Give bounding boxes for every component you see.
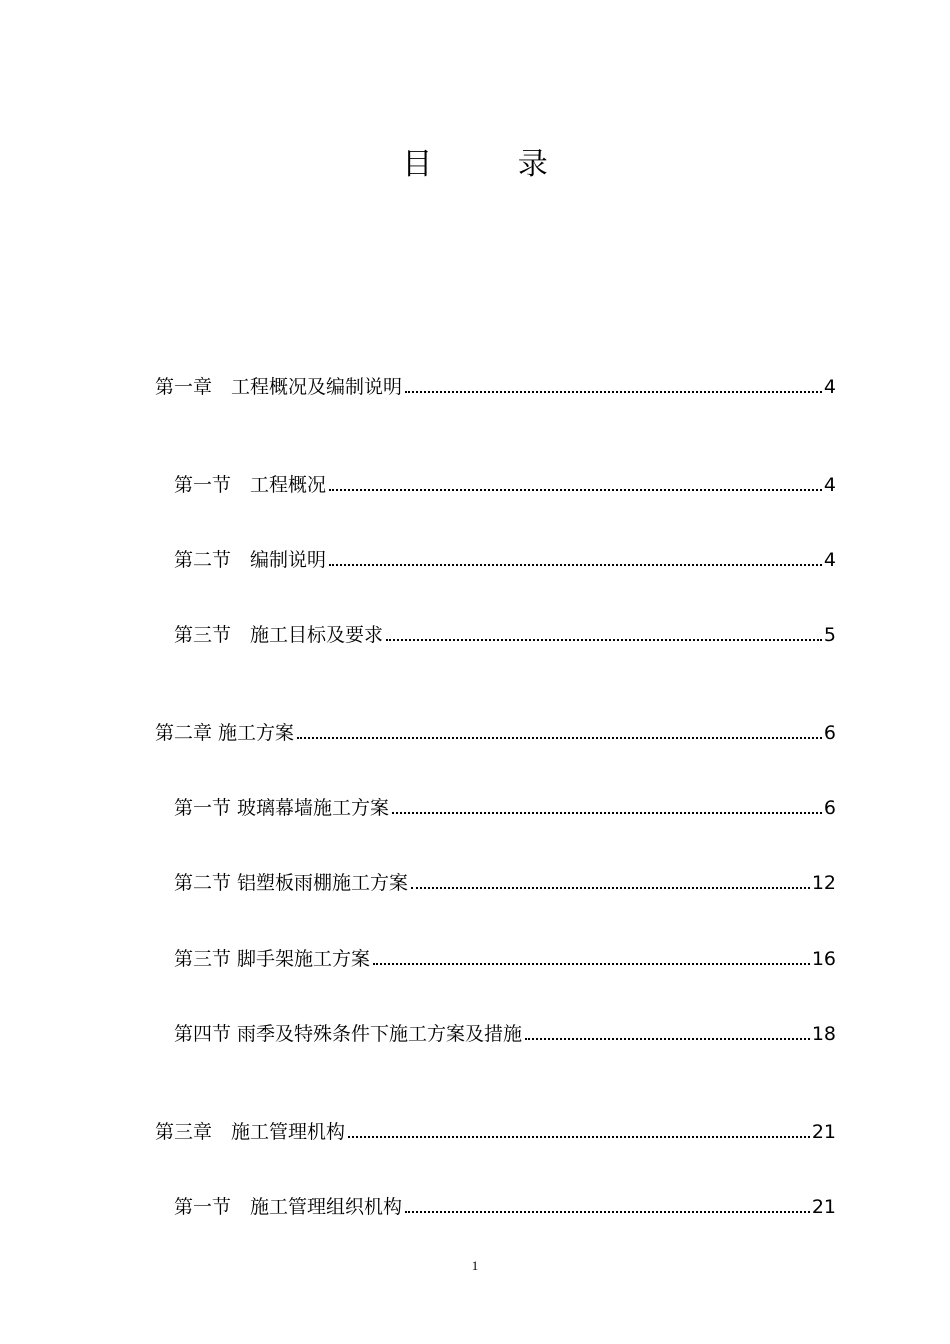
toc-entry-label: 第一章 工程概况及编制说明 <box>155 376 403 398</box>
toc-entry-label: 第三节 施工目标及要求 <box>174 624 384 646</box>
toc-dot-leader <box>373 963 810 965</box>
toc-entry-label: 第三章 施工管理机构 <box>155 1121 346 1143</box>
page-number: 1 <box>471 1258 479 1273</box>
toc-entry-chapter-1[interactable] <box>155 374 836 400</box>
toc-entry-label: 第一节 玻璃幕墙施工方案 <box>174 797 390 819</box>
toc-dot-leader <box>386 639 822 641</box>
toc-entry-page: 6 <box>823 797 836 819</box>
toc-entry-label: 第一节 施工管理组织机构 <box>174 1196 403 1218</box>
page-title: 目 录 <box>402 147 586 182</box>
toc-entry-page: 21 <box>811 1121 836 1143</box>
toc-entry-label: 第二节 铝塑板雨棚施工方案 <box>174 872 409 894</box>
toc-entry-label: 第三节 脚手架施工方案 <box>174 948 371 970</box>
toc-entry-section-3-1[interactable] <box>174 1194 836 1220</box>
toc-entry-section-1-1[interactable] <box>174 472 836 498</box>
toc-dot-leader <box>329 489 822 491</box>
toc-entry-section-2-3[interactable] <box>174 946 836 972</box>
toc-entry-page: 18 <box>811 1023 836 1045</box>
toc-entry-label: 第四节 雨季及特殊条件下施工方案及措施 <box>174 1023 523 1045</box>
toc-entry-section-1-3[interactable] <box>174 622 836 648</box>
toc-entry-page: 5 <box>823 624 836 646</box>
toc-entry-page: 16 <box>811 948 836 970</box>
toc-entry-section-2-1[interactable] <box>174 795 836 821</box>
toc-entry-section-2-2[interactable] <box>174 870 836 896</box>
toc-dot-leader <box>392 812 822 814</box>
toc-dot-leader <box>405 1211 810 1213</box>
toc-entry-chapter-3[interactable] <box>155 1119 836 1145</box>
toc-entry-section-2-4[interactable] <box>174 1021 836 1047</box>
toc-dot-leader <box>411 887 810 889</box>
toc-entry-label: 第二章 施工方案 <box>155 722 295 744</box>
toc-dot-leader <box>329 564 822 566</box>
toc-dot-leader <box>297 737 822 739</box>
toc-entry-page: 4 <box>823 549 836 571</box>
toc-entry-page: 4 <box>823 474 836 496</box>
toc-dot-leader <box>525 1038 810 1040</box>
toc-entry-page: 21 <box>811 1196 836 1218</box>
toc-entry-label: 第一节 工程概况 <box>174 474 327 496</box>
toc-dot-leader <box>405 391 822 393</box>
toc-entry-page: 6 <box>823 722 836 744</box>
toc-entry-chapter-2[interactable] <box>155 720 836 746</box>
toc-entry-page: 4 <box>823 376 836 398</box>
toc-entry-page: 12 <box>811 872 836 894</box>
toc-entry-label: 第二节 编制说明 <box>174 549 327 571</box>
toc-dot-leader <box>348 1136 810 1138</box>
toc-entry-section-1-2[interactable] <box>174 547 836 573</box>
